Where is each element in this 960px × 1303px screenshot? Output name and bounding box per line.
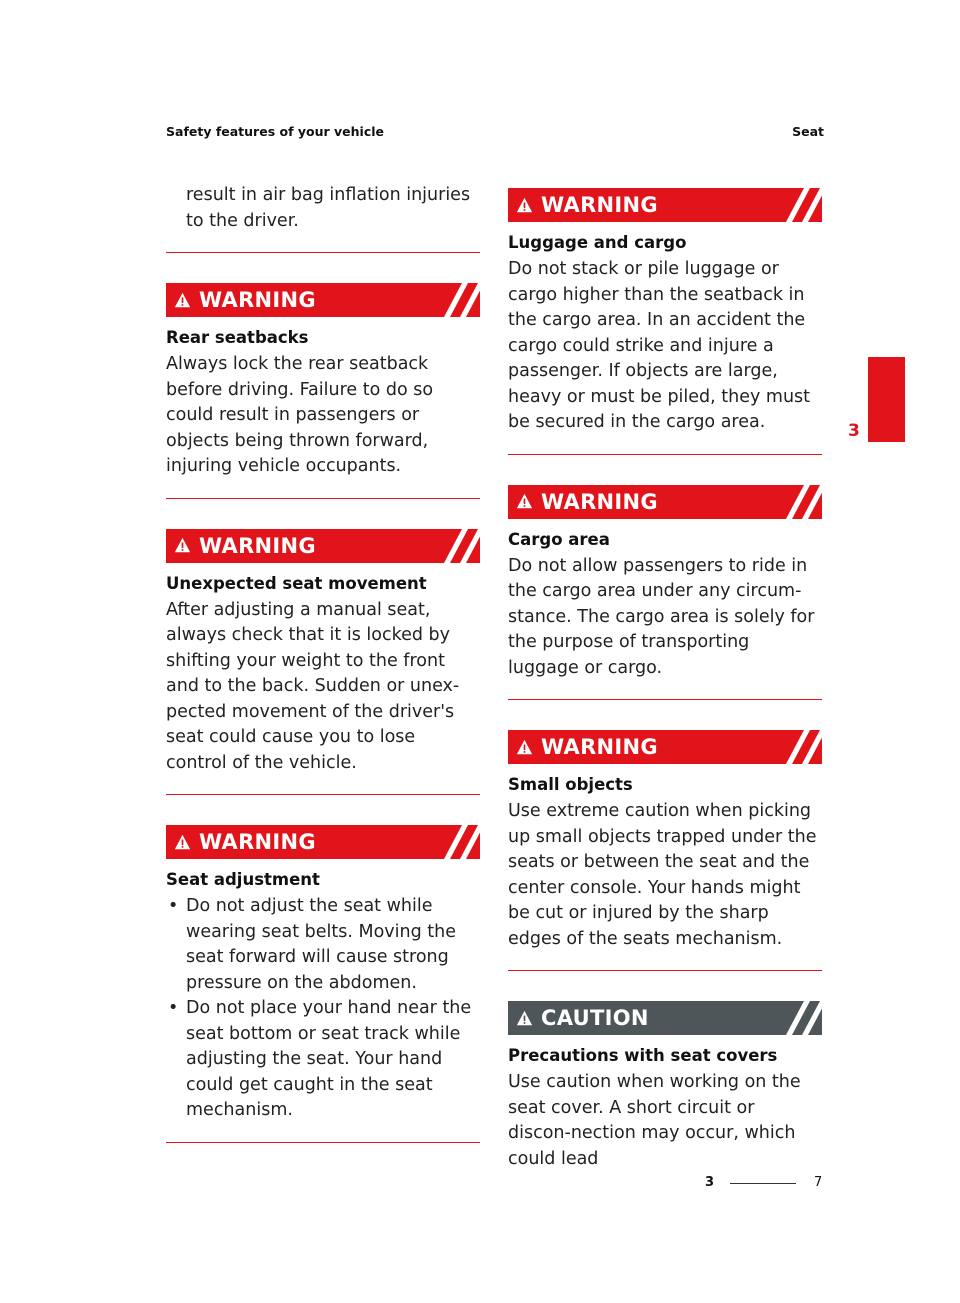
section-divider xyxy=(166,1142,480,1143)
bullet-dot: • xyxy=(168,998,179,1018)
warning-text: Do not stack or pile luggage or cargo higher than the seatback in the cargo area. In an accident the cargo could strike and injure a passenger. If objects are large, heavy or must be piled, they must be secured in the cargo area. xyxy=(508,259,811,432)
warning-label: WARNING xyxy=(199,533,316,558)
warning-heading: Small objects xyxy=(508,775,633,794)
caution-text: Use caution when working on the seat cover. A short circuit or discon-nection may occur, which could lead xyxy=(508,1072,801,1169)
footer-rule xyxy=(730,1183,796,1184)
warning-label: WARNING xyxy=(541,735,658,759)
warning-heading: Luggage and cargo xyxy=(508,233,687,252)
warning-box xyxy=(508,730,822,952)
warning-label: WARNING xyxy=(199,288,316,312)
section-divider xyxy=(166,498,480,499)
double-slash-decoration xyxy=(428,825,480,859)
warning-triangle-icon xyxy=(174,834,191,851)
warning-triangle-icon xyxy=(174,537,191,554)
bullet-text: Do not place your hand near the seat bottom or seat track while adjusting the seat. Your hand could get caught in the seat mechanism. xyxy=(186,998,472,1120)
double-slash-decoration xyxy=(770,1001,822,1035)
warning-triangle-icon xyxy=(516,1010,533,1027)
continued-text: result in air bag inflation injuries to the driver. xyxy=(186,185,471,231)
warning-label: WARNING xyxy=(199,830,316,854)
double-slash-decoration xyxy=(428,529,480,563)
warning-triangle-icon xyxy=(174,292,191,309)
double-slash-decoration xyxy=(770,730,822,764)
list-item xyxy=(166,894,480,996)
bullet-list xyxy=(166,894,480,1124)
warning-text: Do not allow passengers to ride in the cargo area under any circum-stance. The cargo area is solely for the purpose of transporting luggage or cargo. xyxy=(508,555,815,678)
caution-label: CAUTION xyxy=(541,1006,649,1030)
footer-page-number: 7 xyxy=(814,1175,823,1190)
warning-text: Always lock the rear seatback before driving. Failure to do so could result in passengers or objects being thrown forward, injuring vehicle occupants. xyxy=(166,354,434,476)
warning-banner xyxy=(166,283,480,317)
bullet-dot: • xyxy=(168,896,179,916)
caution-banner xyxy=(508,1001,822,1035)
warning-banner xyxy=(508,485,822,519)
warning-box xyxy=(508,485,822,682)
section-divider xyxy=(166,252,480,253)
section-divider xyxy=(508,454,822,455)
warning-box xyxy=(166,529,480,777)
warning-label: WARNING xyxy=(541,193,658,217)
warning-heading: Unexpected seat movement xyxy=(166,573,427,593)
warning-heading: Seat adjustment xyxy=(166,870,320,889)
running-header-section: Safety features of your vehicle xyxy=(166,124,384,139)
warning-triangle-icon xyxy=(516,197,533,214)
warning-box xyxy=(508,188,822,436)
warning-banner xyxy=(166,529,480,563)
warning-heading: Rear seatbacks xyxy=(166,328,309,347)
warning-box xyxy=(166,283,480,480)
warning-banner xyxy=(508,730,822,764)
bullet-text: Do not adjust the seat while wearing seat belts. Moving the seat forward will cause strong pressure on the abdomen. xyxy=(186,896,457,993)
section-divider xyxy=(166,794,480,795)
warning-triangle-icon xyxy=(516,739,533,756)
list-item xyxy=(166,996,480,1124)
double-slash-decoration xyxy=(428,283,480,317)
warning-label: WARNING xyxy=(541,489,658,514)
caution-heading: Precautions with seat covers xyxy=(508,1046,778,1065)
footer-chapter-number: 3 xyxy=(705,1175,715,1190)
running-header-topic: Seat xyxy=(792,124,824,139)
warning-banner xyxy=(166,825,480,859)
chapter-tab-number: 3 xyxy=(848,421,860,441)
right-column xyxy=(508,188,822,1172)
left-column xyxy=(166,183,480,1173)
warning-text: After adjusting a manual seat, always check that it is locked by shifting your weight to the front and to the back. Sudden or unex-pected movement of the driver's seat could cause you to lose control of the vehicle. xyxy=(166,599,460,773)
warning-triangle-icon xyxy=(516,493,533,510)
chapter-tab xyxy=(868,357,905,442)
warning-banner xyxy=(508,188,822,222)
double-slash-decoration xyxy=(770,188,822,222)
warning-box xyxy=(166,825,480,1124)
section-divider xyxy=(508,699,822,700)
caution-box xyxy=(508,1001,822,1172)
warning-text: Use extreme caution when picking up small objects trapped under the seats or between the seat and the center console. Your hands might be cut or injured by the sharp edges of the seats mechanism. xyxy=(508,801,817,949)
section-divider xyxy=(508,970,822,971)
warning-heading: Cargo area xyxy=(508,529,610,549)
double-slash-decoration xyxy=(770,485,822,519)
